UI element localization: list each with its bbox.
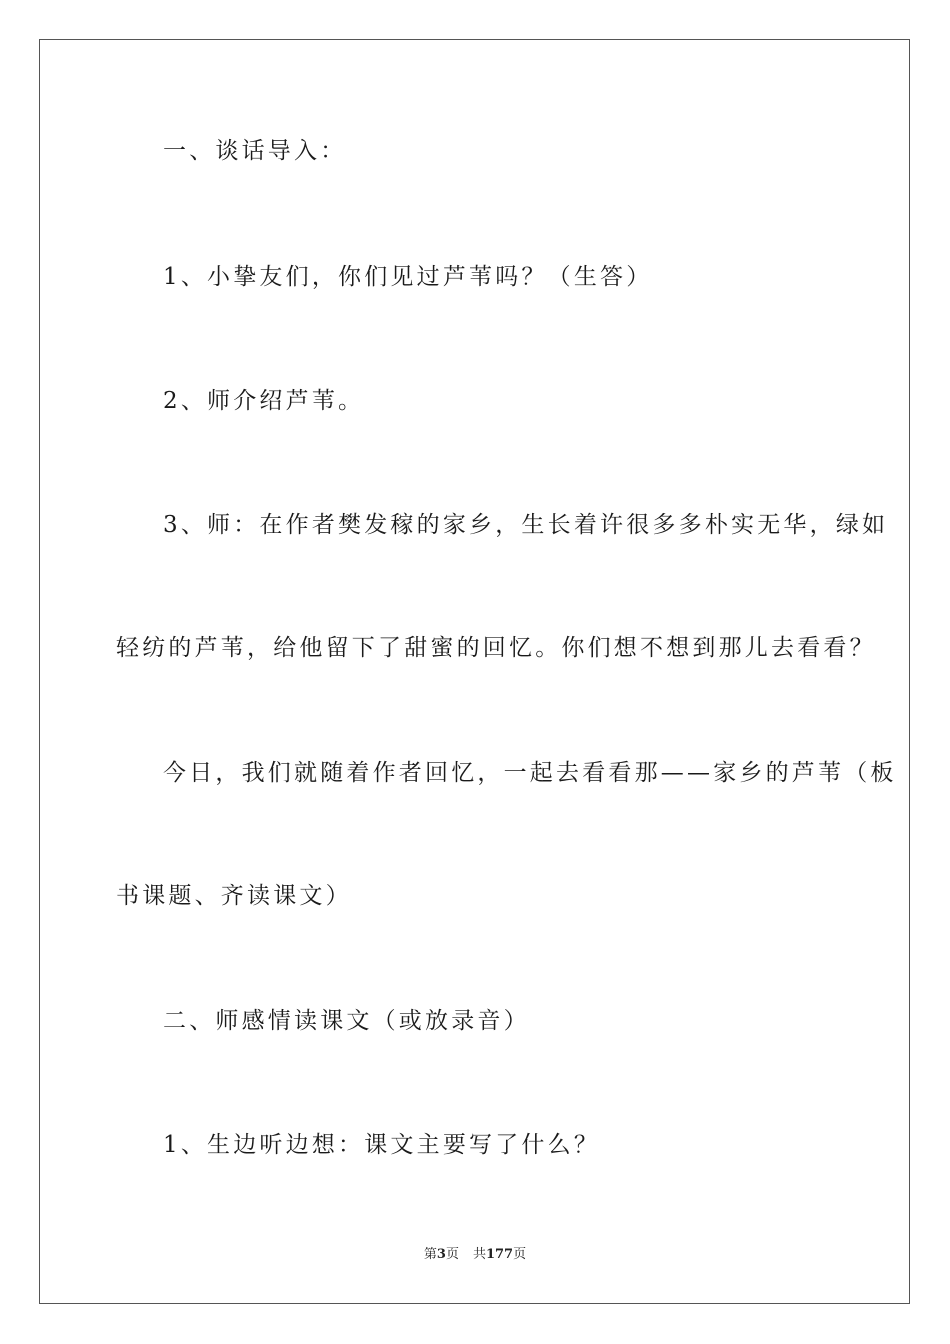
paragraph-item-2: 2、师介绍芦苇。 [163, 388, 365, 414]
paragraph-today-continued: 书课题、齐读课文） [116, 883, 352, 909]
footer-page-prefix: 第 [423, 1247, 437, 1262]
section-heading-reading: 二、师感情读课文（或放录音） [163, 1008, 530, 1034]
paragraph-today: 今日，我们就随着作者回忆，一起去看看那——家乡的芦苇（板 [163, 760, 897, 786]
footer-page-suffix: 页 [445, 1247, 459, 1262]
page-border [39, 39, 910, 1304]
paragraph-listen-think: 1、生边听边想：课文主要写了什么？ [163, 1132, 601, 1158]
paragraph-item-3-continued: 轻纺的芦苇，给他留下了甜蜜的回忆。你们想不想到那儿去看看？ [116, 635, 876, 661]
footer-page-number: 3 [436, 1247, 446, 1262]
footer-total-prefix: 共 [472, 1247, 486, 1262]
paragraph-item-3: 3、师：在作者樊发稼的家乡，生长着许很多多朴实无华，绿如 [163, 512, 889, 538]
page-footer [0, 1246, 950, 1264]
paragraph-item-1: 1、小挚友们，你们见过芦苇吗？（生答） [163, 264, 653, 290]
footer-total-suffix: 页 [513, 1247, 527, 1262]
footer-total-pages: 177 [485, 1247, 514, 1262]
section-heading-intro: 一、谈话导入： [163, 138, 347, 164]
